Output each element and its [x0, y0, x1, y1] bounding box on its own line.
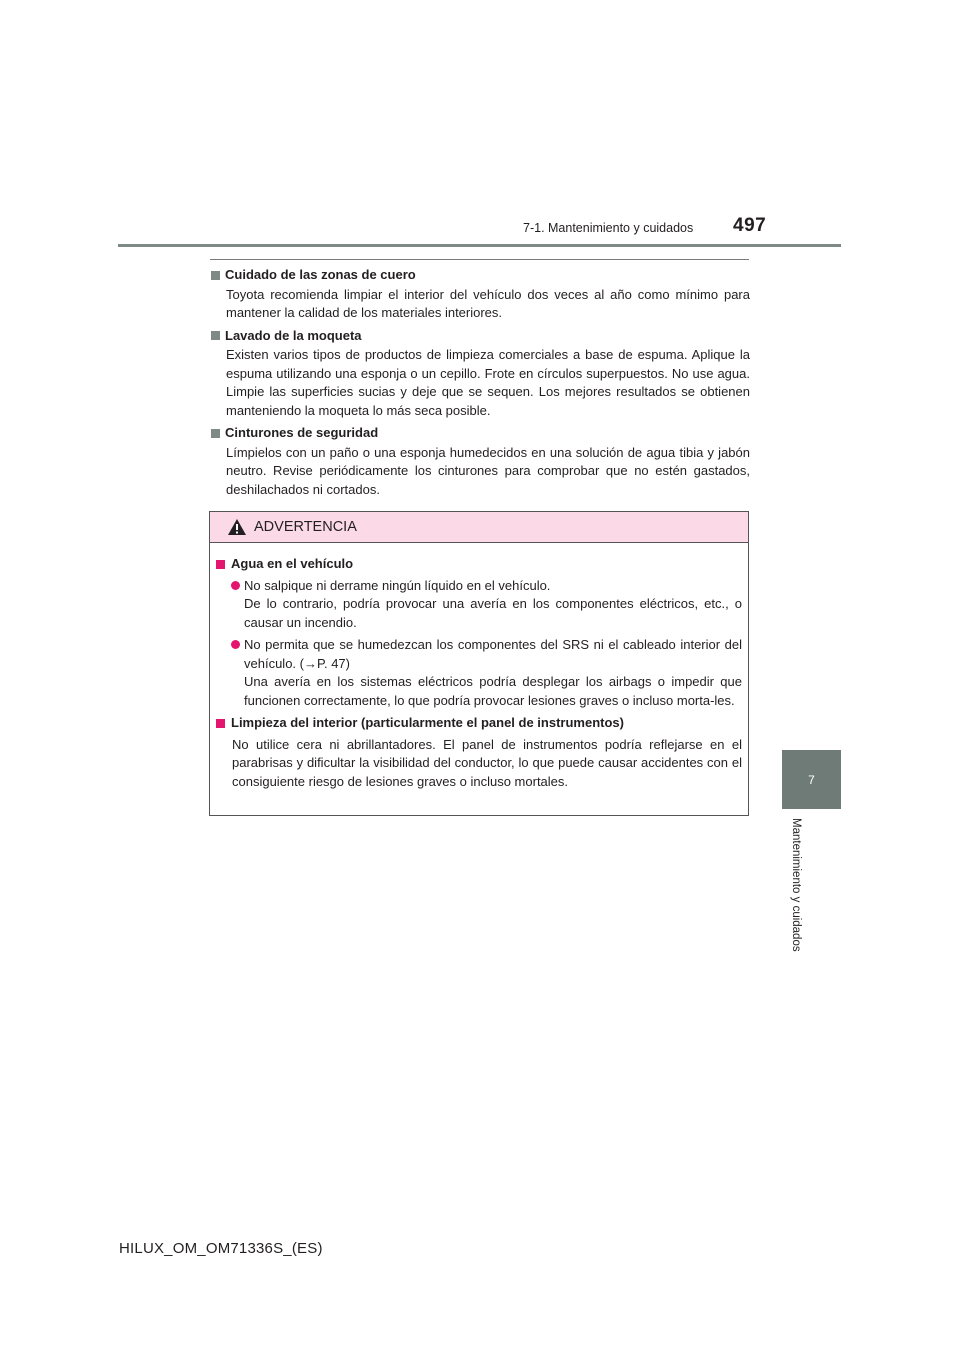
bullet-line: No salpique ni derrame ningún líquido en el vehículo.	[244, 577, 551, 593]
item-body: Existen varios tipos de productos de limpieza comerciales a base de espuma. Aplique la espuma utilizando una esponja o un cepillo. Frote en círculos superpuestos. No use agua. Limpie las superficies sucias y deje que se sequen. Los mejores resultados se obtienen manteniendo la moqueta lo más seca posible.	[226, 347, 750, 418]
item-body: Límpielos con un paño o una esponja humedecidos en una solución de agua tibia y jabón neutro. Revise periódicamente los cinturones para comprobar que no estén gastados, deshilachados ni cortados.	[226, 444, 750, 497]
warning-section-body: No utilice cera ni abrillantadores. El panel de instrumentos podría reflejarse en el parabrisas y dificultar la visibilidad del conductor, lo que puede causar accidentes con el consiguiente riesgo de lesiones graves o incluso mortales.	[232, 736, 742, 789]
round-bullet-icon	[231, 640, 240, 649]
warning-bullet	[231, 577, 742, 633]
warning-bullet	[231, 636, 742, 710]
page-number: 497	[733, 215, 767, 236]
item-heading: Lavado de la moqueta	[225, 327, 362, 343]
list-item	[210, 327, 750, 421]
warning-triangle-icon	[227, 518, 247, 536]
chapter-tab	[782, 750, 841, 809]
list-item	[210, 266, 750, 323]
chapter-side-label: Mantenimiento y cuidados	[790, 818, 802, 952]
item-heading: Cinturones de seguridad	[225, 425, 379, 440]
item-body: Toyota recomienda limpiar el interior del vehículo dos veces al año como mínimo para mantener la calidad de los materiales interiores.	[226, 286, 750, 320]
warning-body	[210, 543, 748, 791]
bullet-line: Una avería en los sistemas eléctricos podría desplegar los airbags o impedir que funcionen correctamente, lo que podría provocar lesiones graves o incluso morta-les.	[244, 674, 742, 708]
content-area	[210, 266, 750, 503]
bullet-line: No permita que se humedezcan los componentes del SRS ni el cableado interior del vehículo. (→P. 47)	[244, 637, 742, 671]
content-divider	[210, 259, 749, 260]
item-heading: Cuidado de las zonas de cuero	[225, 267, 416, 282]
square-bullet-icon	[216, 719, 225, 728]
chapter-number: 7	[808, 772, 815, 787]
round-bullet-icon	[231, 581, 240, 590]
section-title: 7-1. Mantenimiento y cuidados	[523, 221, 694, 235]
square-bullet-icon	[211, 429, 220, 438]
warning-title: ADVERTENCIA	[254, 519, 357, 535]
footer-code: HILUX_OM_OM71336S_(ES)	[119, 1240, 323, 1257]
warning-section-heading: Agua en el vehículo	[231, 556, 354, 571]
warning-box	[209, 511, 749, 816]
square-bullet-icon	[211, 271, 220, 280]
warning-header	[210, 512, 748, 543]
header-rule	[118, 244, 841, 247]
list-item	[210, 424, 750, 499]
bullet-line: De lo contrario, podría provocar una avería en los componentes eléctricos, etc., o causar un incendio.	[244, 596, 742, 630]
square-bullet-icon	[211, 331, 220, 340]
warning-section-heading: Limpieza del interior (particularmente el panel de instrumentos)	[231, 715, 624, 730]
square-bullet-icon	[216, 560, 225, 569]
